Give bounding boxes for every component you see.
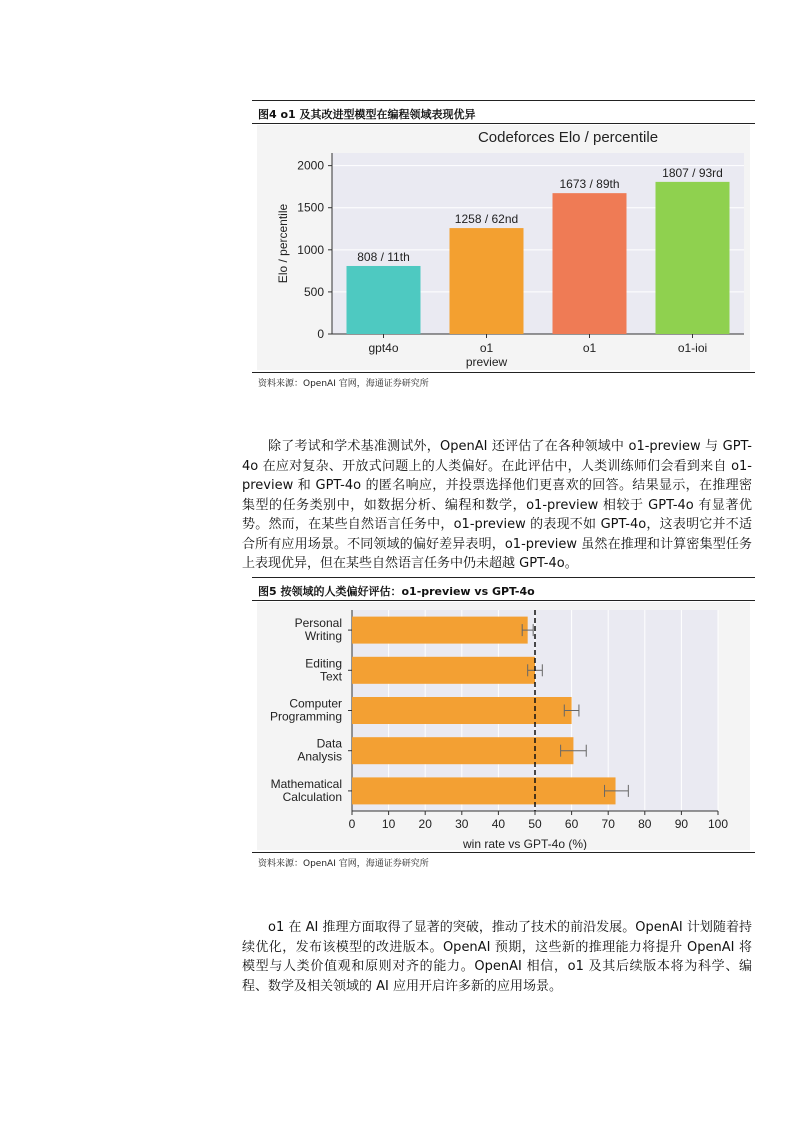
chart2-ytick-label-4-0: Mathematical [270,776,342,791]
chart1-data-label-3: 1807 / 93rd [662,165,723,180]
figure5-caption: 图5 按领域的人类偏好评估：o1-preview vs GPT-4o [258,585,535,598]
chart2-ytick-label-0-1: Writing [304,629,342,644]
figure4-bottom-rule [252,372,755,373]
chart2-bar-2 [352,697,572,724]
chart2-ytick-label-1-0: Editing [305,656,342,671]
chart1-xtick-label-2-0: o1 [582,341,597,355]
chart1-title: Codeforces Elo / percentile [477,129,659,146]
chart2-bar-0 [352,617,528,644]
body-paragraph-2 [242,918,752,996]
chart1-xtick-label-1-0: o1 [479,341,494,355]
chart2-xtick-label-2: 20 [418,817,432,831]
paragraph-1-text: 除了考试和学术基准测试外，OpenAI 还评估了在各种领域中 o1-preview 与 GPT-4o 在应对复杂、开放式问题上的人类偏好。在此评估中，人类训练师们会看到来自 o1-preview 和 GPT-4o 的匿名响应，并投票选择他们更喜欢的回答。结果显示，在推理密集型的任务类别中，如数据分析、编程和数学，o1-preview 相较于 GPT-4o 有显著优势。然而，在某些自然语言任务中，o1-preview 的表现不如 GPT-4o，这表明它并不适合所有应用场景。不同领域的偏好差异表明，o1-preview 虽然在推理和计算密集型任务上表现优异，但在某些自然语言任务中仍未超越 GPT-4o。 [242,439,752,571]
chart1-y-axis-label: Elo / percentile [276,203,290,284]
chart2-ytick-label-2-1: Programming [269,709,342,724]
figure4-top-rule [252,100,755,101]
chart2-xtick-label-10: 100 [707,817,729,831]
codeforces-elo-bar-chart [257,125,750,370]
chart1-ytick-label-4: 2000 [297,158,324,173]
figure5-source: 资料来源：OpenAI 官网，海通证券研究所 [258,859,429,869]
chart2-xtick-label-1: 10 [381,817,396,831]
chart1-ytick-label-1: 500 [303,284,324,299]
chart1-xtick-label-3-0: o1-ioi [677,341,708,355]
body-paragraph-1 [242,437,752,574]
chart1-bar-1 [450,228,524,334]
chart1-data-label-2: 1673 / 89th [559,177,620,192]
chart2-ytick-label-2-0: Computer [289,696,342,711]
chart2-bar-4 [352,777,616,804]
figure5-bottom-rule [252,852,755,853]
paragraph-2-text: o1 在 AI 推理方面取得了显著的突破，推动了技术的前沿发展。OpenAI 计划随着持续优化，发布该模型的改进版本。OpenAI 预期，这些新的推理能力将提升 OpenAI 将模型与人类价值观和原则对齐的能力。OpenAI 相信，o1 及其后续版本将为科学、编程、数学及相关领域的 AI 应用开启许多新的应用场景。 [242,920,752,994]
figure5-caption-rule [252,600,755,601]
chart2-xtick-label-3: 30 [455,817,469,831]
chart1-xtick-label-1-1: preview [465,355,508,369]
chart2-xtick-label-4: 40 [491,817,506,831]
chart1-ytick-label-3: 1500 [297,200,324,215]
chart2-bar-3 [352,737,573,764]
chart2-bar-1 [352,657,535,684]
chart1-bar-0 [347,266,421,334]
chart2-x-axis-label: win rate vs GPT-4o (%) [462,837,588,850]
chart2-ytick-label-1-1: Text [319,669,342,684]
figure4-caption: 图4 o1 及其改进型模型在编程领域表现优异 [258,108,476,121]
figure4-source: 资料来源：OpenAI 官网，海通证券研究所 [258,379,429,389]
chart1-bar-3 [656,182,730,334]
win-rate-bar-chart [257,602,750,850]
chart1-ytick-label-0: 0 [317,327,324,341]
chart1-data-label-1: 1258 / 62nd [454,212,519,227]
chart1-xtick-label-0-0: gpt4o [368,341,399,355]
figure5-top-rule [252,577,755,578]
chart1-bar-2 [553,193,627,334]
chart2-xtick-label-5: 50 [528,817,542,831]
chart2-xtick-label-6: 60 [564,817,579,831]
chart2-xtick-label-9: 90 [674,817,689,831]
chart2-ytick-label-3-0: Data [316,736,342,751]
chart2-xtick-label-0: 0 [348,817,356,831]
chart1-ytick-label-2: 1000 [297,242,324,257]
chart2-xtick-label-7: 70 [601,817,615,831]
figure4-caption-rule [252,123,755,124]
chart2-ytick-label-4-1: Calculation [282,789,342,804]
chart2-ytick-label-3-1: Analysis [297,749,342,764]
chart2-ytick-label-0-0: Personal [294,616,342,631]
chart2-xtick-label-8: 80 [638,817,652,831]
chart1-data-label-0: 808 / 11th [357,249,410,264]
